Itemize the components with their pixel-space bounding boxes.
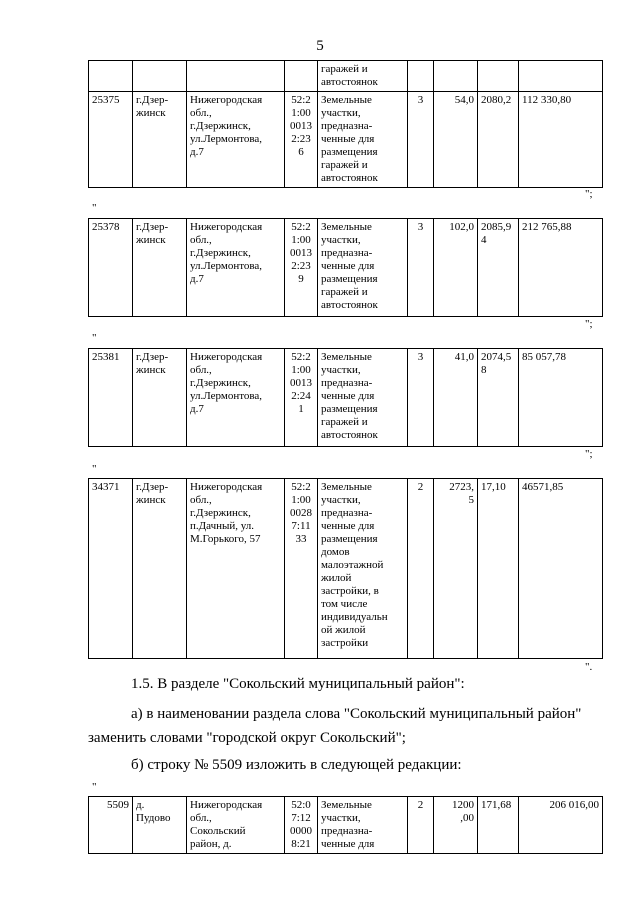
purpose-cell: Земельные участки, предназна- ченные для размещения гаражей и автостоянок <box>318 219 408 317</box>
opening-quote: " <box>92 781 97 793</box>
purpose-cell: гаражей и автостоянок <box>318 61 408 92</box>
area-cell: 2723, 5 <box>434 479 478 659</box>
row-id-cell: 34371 <box>89 479 133 659</box>
land-table-2 <box>88 218 603 317</box>
land-table-1 <box>88 60 603 188</box>
purpose-cell: Земельные участки, предназна- ченные для <box>318 797 408 854</box>
row-id-cell: 25378 <box>89 219 133 317</box>
area-cell: 41,0 <box>434 349 478 447</box>
table-row <box>89 219 603 317</box>
cadastral-cell: 52:2 1:00 0013 2:23 9 <box>285 219 318 317</box>
table-row <box>89 92 603 188</box>
address-cell: Нижегородская обл., г.Дзержинск, ул.Лермонтова, д.7 <box>187 219 285 317</box>
table-row <box>89 61 603 92</box>
city-cell: г.Дзер- жинск <box>133 349 187 447</box>
rate-cell: 2085,9 4 <box>478 219 519 317</box>
value-cell: 112 330,80 <box>519 92 603 188</box>
cadastral-cell: 52:0 7:12 0000 8:21 <box>285 797 318 854</box>
purpose-cell: Земельные участки, предназна- ченные для размещения гаражей и автостоянок <box>318 349 408 447</box>
land-table-4 <box>88 478 603 659</box>
row-id-cell: 5509 <box>89 797 133 854</box>
paragraph-a-line-2: заменить словами "городской округ Сокольский"; <box>88 730 406 746</box>
area-cell: 1200 ,00 <box>434 797 478 854</box>
rate-cell: 17,10 <box>478 479 519 659</box>
address-cell: Нижегородская обл., г.Дзержинск, ул.Лермонтова, д.7 <box>187 349 285 447</box>
opening-quote: " <box>92 202 97 214</box>
address-cell: Нижегородская обл., г.Дзержинск, ул.Лермонтова, д.7 <box>187 92 285 188</box>
rate-cell: 2080,2 <box>478 92 519 188</box>
area-cell: 102,0 <box>434 219 478 317</box>
city-cell: г.Дзер- жинск <box>133 92 187 188</box>
table-row <box>89 349 603 447</box>
cadastral-cell: 52:2 1:00 0028 7:11 33 <box>285 479 318 659</box>
land-table-3 <box>88 348 603 447</box>
group-cell: 3 <box>408 349 434 447</box>
address-cell: Нижегородская обл., г.Дзержинск, п.Дачный, ул. М.Горького, 57 <box>187 479 285 659</box>
group-cell: 2 <box>408 797 434 854</box>
value-cell: 212 765,88 <box>519 219 603 317</box>
group-cell: 3 <box>408 92 434 188</box>
group-cell: 3 <box>408 219 434 317</box>
closing-quote: ". <box>585 661 593 673</box>
table-row <box>89 797 603 854</box>
rate-cell: 171,68 <box>478 797 519 854</box>
city-cell: г.Дзер- жинск <box>133 479 187 659</box>
closing-quote: "; <box>585 448 593 460</box>
group-cell: 2 <box>408 479 434 659</box>
cadastral-cell: 52:2 1:00 0013 2:24 1 <box>285 349 318 447</box>
value-cell: 85 057,78 <box>519 349 603 447</box>
address-cell: Нижегородская обл., Сокольский район, д. <box>187 797 285 854</box>
city-cell: г.Дзер- жинск <box>133 219 187 317</box>
closing-quote: "; <box>585 188 593 200</box>
area-cell: 54,0 <box>434 92 478 188</box>
paragraph-b: б) строку № 5509 изложить в следующей редакции: <box>131 757 462 773</box>
row-id-cell: 25381 <box>89 349 133 447</box>
closing-quote: "; <box>585 318 593 330</box>
land-table-5 <box>88 796 603 854</box>
value-cell: 206 016,00 <box>519 797 603 854</box>
city-cell: д. Пудово <box>133 797 187 854</box>
purpose-cell: Земельные участки, предназна- ченные для размещения домов малоэтажной жилой застройки, в том числе индивидуальн ой жилой застройки <box>318 479 408 659</box>
row-id-cell: 25375 <box>89 92 133 188</box>
page-number: 5 <box>316 38 324 54</box>
opening-quote: " <box>92 463 97 475</box>
value-cell: 46571,85 <box>519 479 603 659</box>
cadastral-cell: 52:2 1:00 0013 2:23 6 <box>285 92 318 188</box>
purpose-cell: Земельные участки, предназна- ченные для размещения гаражей и автостоянок <box>318 92 408 188</box>
paragraph-1-5: 1.5. В разделе "Сокольский муниципальный район": <box>131 676 465 692</box>
opening-quote: " <box>92 332 97 344</box>
rate-cell: 2074,5 8 <box>478 349 519 447</box>
table-row <box>89 479 603 659</box>
paragraph-a-line-1: а) в наименовании раздела слова "Сокольский муниципальный район" <box>131 706 582 722</box>
